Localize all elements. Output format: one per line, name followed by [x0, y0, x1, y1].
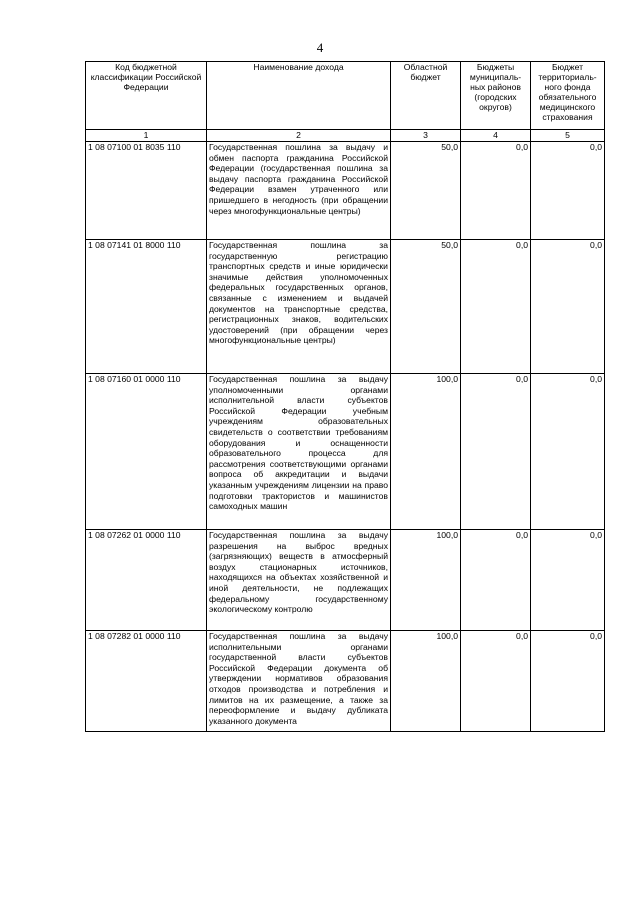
row-name: Государственная пошлина за выдачу и обмен паспорта гражданина Российской Федерации (государственная пошлина за выдачу паспорта гражданина Российской Федерации взамен утраченного или пришедшего в негодность (при обращении через многофункциональные центры)	[207, 142, 391, 240]
header-municipal-budgets: Бюджеты муниципаль-ных районов (городских округов)	[461, 62, 531, 130]
row-municipal-amount: 0,0	[461, 374, 531, 530]
row-name: Государственная пошлина за выдачу уполномоченными органами исполнительной власти субъектов Российской Федерации учебным учреждениям образовательных свидетельств о соответствии требованиям оборудования и оснащенности образовательного процесса для рассмотрения соответствующими органами вопроса об аккредитации и выдачи указанным учреждениям лицензии на право подготовки трактористов и машинистов самоходных машин	[207, 374, 391, 530]
row-name: Государственная пошлина за выдачу разрешения на выброс вредных (загрязняющих) веществ в атмосферный воздух стационарных источников, находящихся на объектах хозяйственной и иной деятельности, не подлежащих федеральному государственному экологическому контролю	[207, 530, 391, 631]
row-fund-amount: 0,0	[531, 240, 605, 374]
row-name: Государственная пошлина за государственную регистрацию транспортных средств и иные юридически значимые действия уполномоченных федеральных государственных органов, связанные с изменением и выдачей документов на транспортные средства, регистрационных знаков, водительских удостоверений (при обращении через многофункциональные центры)	[207, 240, 391, 374]
row-regional-amount: 100,0	[391, 530, 461, 631]
row-regional-amount: 50,0	[391, 142, 461, 240]
row-code: 1 08 07141 01 8000 110	[86, 240, 207, 374]
row-municipal-amount: 0,0	[461, 240, 531, 374]
row-regional-amount: 100,0	[391, 374, 461, 530]
table-row	[86, 374, 605, 530]
row-fund-amount: 0,0	[531, 374, 605, 530]
row-code: 1 08 07262 01 0000 110	[86, 530, 207, 631]
row-code: 1 08 07282 01 0000 110	[86, 631, 207, 732]
table-row	[86, 142, 605, 240]
header-row	[86, 62, 605, 130]
table-row	[86, 530, 605, 631]
header-code: Код бюджетной классификации Российской Федерации	[86, 62, 207, 130]
row-fund-amount: 0,0	[531, 142, 605, 240]
column-number: 4	[461, 130, 531, 142]
row-municipal-amount: 0,0	[461, 631, 531, 732]
row-municipal-amount: 0,0	[461, 530, 531, 631]
row-municipal-amount: 0,0	[461, 142, 531, 240]
table-row	[86, 240, 605, 374]
row-fund-amount: 0,0	[531, 530, 605, 631]
table-row	[86, 631, 605, 732]
header-name: Наименование дохода	[207, 62, 391, 130]
row-name: Государственная пошлина за выдачу исполнительными органами государственной власти субъектов Российской Федерации документа об утверждении нормативов образования отходов производства и потребления и лимитов на их размещение, а также за переоформление и выдачу дубликата указанного документа	[207, 631, 391, 732]
column-number: 2	[207, 130, 391, 142]
column-number: 5	[531, 130, 605, 142]
row-regional-amount: 100,0	[391, 631, 461, 732]
column-numbers-row	[86, 130, 605, 142]
header-regional-budget: Областной бюджет	[391, 62, 461, 130]
column-number: 3	[391, 130, 461, 142]
row-code: 1 08 07100 01 8035 110	[86, 142, 207, 240]
page-number: 4	[316, 40, 324, 55]
column-number: 1	[86, 130, 207, 142]
row-fund-amount: 0,0	[531, 631, 605, 732]
header-fund-budget: Бюджет территориаль-ного фонда обязательного медицинского страхования	[531, 62, 605, 130]
row-regional-amount: 50,0	[391, 240, 461, 374]
revenue-table	[85, 61, 605, 732]
row-code: 1 08 07160 01 0000 110	[86, 374, 207, 530]
